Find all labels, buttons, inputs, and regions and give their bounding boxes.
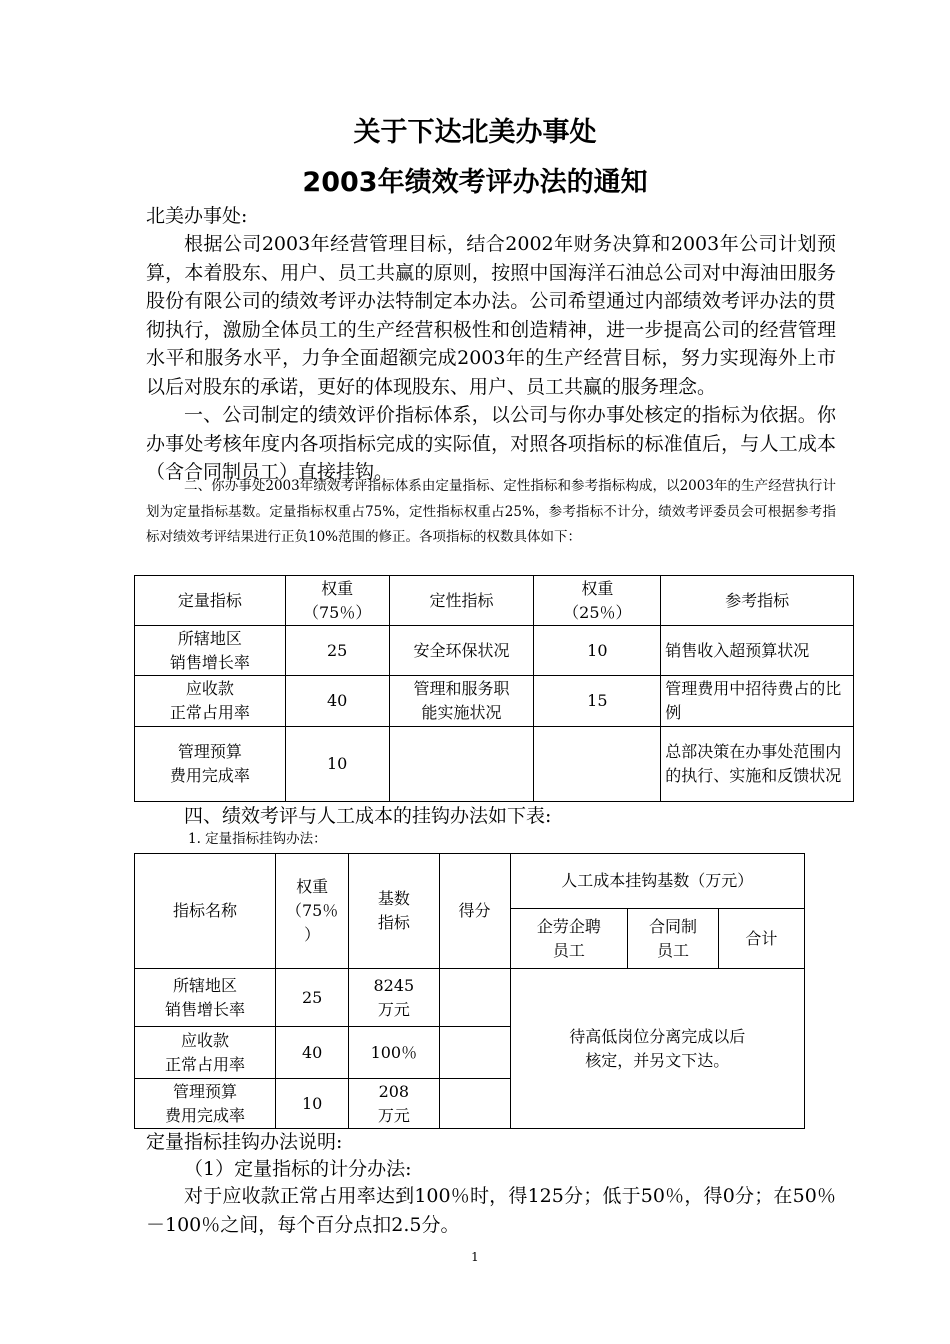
cell-weight: 10 <box>534 626 661 676</box>
header-total: 合计 <box>718 909 804 969</box>
cell-quantitative <box>135 626 286 676</box>
cell-text: 应收款 <box>185 679 234 698</box>
table-row <box>135 727 854 802</box>
cell-text: 8245 <box>373 975 415 995</box>
header-weight-label: 权重 <box>321 578 354 598</box>
header-qualitative: 定性指标 <box>389 576 534 626</box>
cell-base <box>349 969 439 1027</box>
cell-indicator <box>135 1027 276 1079</box>
header-weight-qual <box>534 576 661 626</box>
cell-base <box>349 1079 439 1129</box>
header-weight-pct: （25％） <box>563 602 632 622</box>
cell-text: 万元 <box>377 999 410 1019</box>
header-weight-pct: （75％） <box>303 602 372 622</box>
cell-weight: 15 <box>534 676 661 727</box>
header-base <box>349 854 439 969</box>
header-weight-quant <box>285 576 389 626</box>
header-contract-staff <box>628 909 718 969</box>
cell-text: 员工 <box>656 940 689 960</box>
header-score: 得分 <box>439 854 510 969</box>
header-enterprise-staff <box>510 909 628 969</box>
cell-weight: 40 <box>276 1027 349 1079</box>
cell-qualitative <box>389 727 534 802</box>
cell-text: 销售增长率 <box>165 999 246 1019</box>
cell-qualitative <box>389 676 534 727</box>
cell-score <box>439 969 510 1027</box>
cell-quantitative <box>135 727 286 802</box>
cell-text: 指标 <box>377 913 410 932</box>
table-row <box>135 969 805 1027</box>
cell-text: 管理和服务职 <box>413 679 510 698</box>
cell-text: 核定，并另文下达。 <box>585 1050 730 1070</box>
sub-heading-quantitative: 1. 定量指标挂钩办法： <box>188 831 327 847</box>
cell-qualitative: 安全环保状况 <box>389 626 534 676</box>
cell-text: 员工 <box>552 940 585 960</box>
table-row <box>135 676 854 727</box>
cell-reference: 管理费用中招待费占的比例 <box>661 676 854 727</box>
header-weight-label: 权重 <box>581 578 614 598</box>
labor-cost-table <box>134 853 805 1129</box>
title-line-2: 2003年绩效考评办法的通知 <box>302 167 648 198</box>
indicator-weight-table <box>134 575 854 802</box>
salutation: 北美办事处: <box>146 205 248 227</box>
cell-text: 管理预算 <box>173 1081 238 1101</box>
cell-text: 正常占用率 <box>169 703 250 722</box>
cell-indicator <box>135 1079 276 1129</box>
cell-text: 所辖地区 <box>173 975 238 995</box>
paragraph-one: 一、公司制定的绩效评价指标体系，以公司与你办事处核定的指标为依据。你办事处考核年度内各项指标完成的实际值，对照各项指标的标准值后，与人工成本（含合同制员工）直接挂钩。 <box>146 404 836 483</box>
header-reference: 参考指标 <box>661 576 854 626</box>
header-quantitative: 定量指标 <box>135 576 286 626</box>
scoring-method-text: 对于应收款正常占用率达到100％时，得125分；低于50％，得0分；在50％－100％之间，每个百分点扣2.5分。 <box>146 1185 836 1236</box>
cell-base: 100％ <box>349 1027 439 1079</box>
header-indicator-name: 指标名称 <box>135 854 276 969</box>
cell-text: 企劳企聘 <box>536 916 601 936</box>
cell-weight: 40 <box>285 676 389 727</box>
cell-labor-note <box>510 969 804 1129</box>
cell-indicator <box>135 969 276 1027</box>
cell-text: 费用完成率 <box>169 766 250 785</box>
cell-text: 能实施状况 <box>421 703 502 722</box>
cell-text: （75％ <box>285 901 339 920</box>
title-line-1: 关于下达北美办事处 <box>353 117 597 148</box>
scoring-method-heading: （1）定量指标的计分办法: <box>184 1158 412 1180</box>
cell-weight: 10 <box>285 727 389 802</box>
cell-text: 基数 <box>377 889 410 908</box>
header-weight <box>276 854 349 969</box>
paragraph-four: 四、绩效考评与人工成本的挂钩办法如下表: <box>184 805 552 827</box>
cell-weight: 25 <box>285 626 389 676</box>
cell-weight: 25 <box>276 969 349 1027</box>
cell-score <box>439 1079 510 1129</box>
cell-weight: 10 <box>276 1079 349 1129</box>
table-header-row <box>135 576 854 626</box>
cell-weight <box>534 727 661 802</box>
cell-text: 权重 <box>296 877 329 896</box>
cell-text: 管理预算 <box>177 742 242 761</box>
cell-reference: 总部决策在办事处范围内的执行、实施和反馈状况 <box>661 727 854 802</box>
cell-text: ） <box>304 925 321 944</box>
cell-reference: 销售收入超预算状况 <box>661 626 854 676</box>
cell-quantitative <box>135 676 286 727</box>
explanation-heading: 定量指标挂钩办法说明: <box>146 1131 343 1153</box>
cell-text: 所辖地区 <box>177 628 242 648</box>
table-header-row <box>135 854 805 909</box>
cell-text: 合同制 <box>648 916 697 936</box>
paragraph-two: 二、你办事处2003年绩效考评指标体系由定量指标、定性指标和参考指标构成，以2003年的生产经营执行计划为定量指标基数。定量指标权重占75%，定性指标权重占25%，参考指标不计分，绩效考评委员会可根据参考指标对绩效考评结果进行正负10%范围的修正。各项指标的权数具体如下： <box>146 478 836 545</box>
page-number: 1 <box>471 1250 479 1264</box>
cell-text: 费用完成率 <box>165 1105 246 1125</box>
cell-text: 应收款 <box>181 1030 230 1050</box>
paragraph-intro: 根据公司2003年经营管理目标，结合2002年财务决算和2003年公司计划预算，本着股东、用户、员工共赢的原则，按照中国海洋石油总公司对中海油田服务股份有限公司的绩效考评办法特制定本办法。公司希望通过内部绩效考评办法的贯彻执行，激励全体员工的生产经营积极性和创造精神，进一步提高公司的经营管理水平和服务水平，力争全面超额完成2003年的生产经营目标，努力实现海外上市以后对股东的承诺，更好的体现股东、用户、员工共赢的服务理念。 <box>146 233 836 398</box>
header-labor-cost: 人工成本挂钩基数（万元） <box>510 854 804 909</box>
cell-score <box>439 1027 510 1079</box>
cell-text: 待高低岗位分离完成以后 <box>569 1026 746 1046</box>
table-row <box>135 626 854 676</box>
cell-text: 万元 <box>377 1105 410 1125</box>
cell-text: 销售增长率 <box>169 652 250 672</box>
cell-text: 正常占用率 <box>165 1054 246 1074</box>
cell-text: 208 <box>378 1081 410 1101</box>
